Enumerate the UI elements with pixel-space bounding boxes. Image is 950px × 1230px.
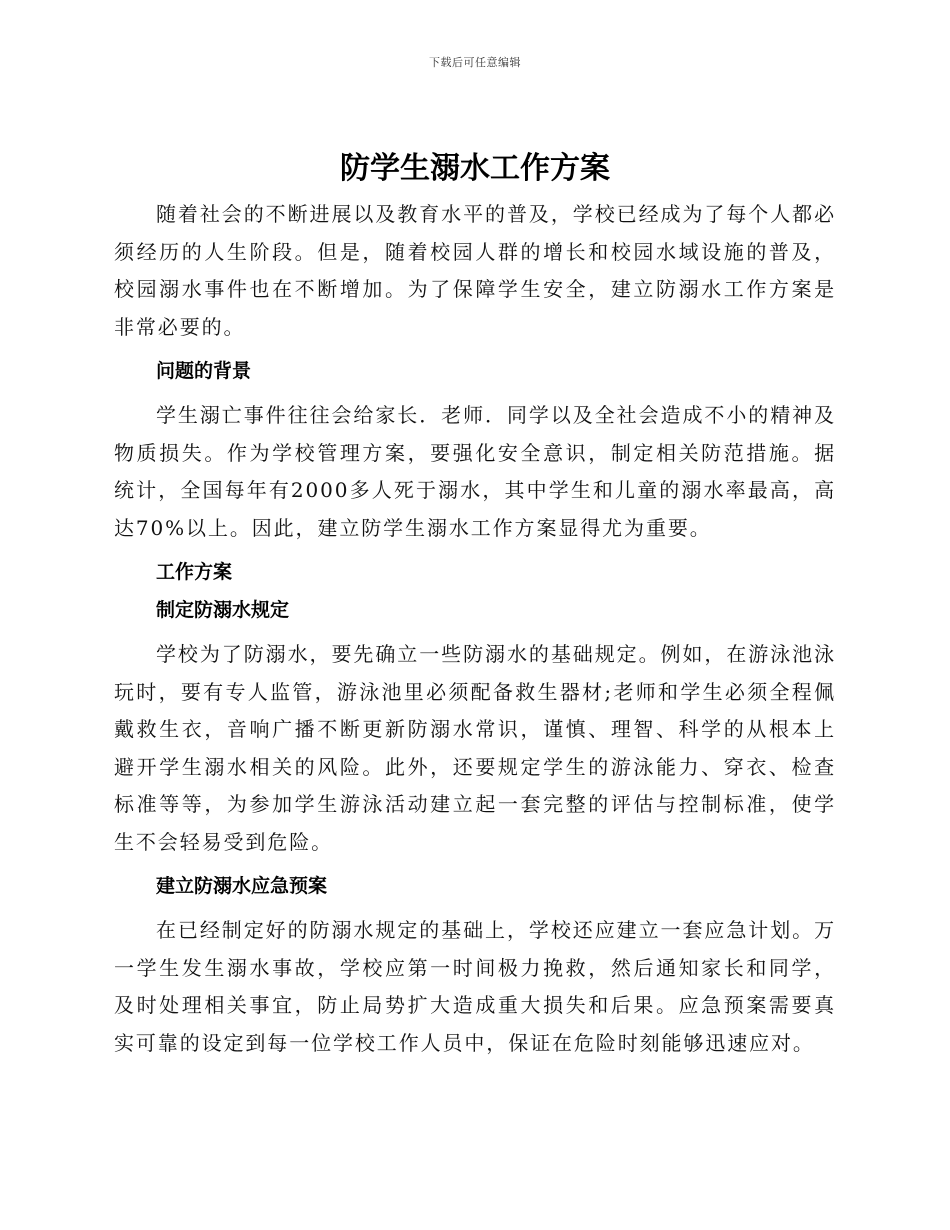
section-heading-emergency-plan: 建立防溺水应急预案	[156, 875, 328, 897]
section-paragraph-regulations: 学校为了防溺水，要先确立一些防溺水的基础规定。例如，在游泳池泳玩时，要有专人监管，游泳池里必须配备救生器材;老师和学生必须全程佩戴救生衣，音响广播不断更新防溺水常识，谨慎、理智、科学的从根本上避开学生溺水相关的风险。此外，还要规定学生的游泳能力、穿衣、检查标准等等，为参加学生游泳活动建立起一套完整的评估与控制标准，使学生不会轻易受到危险。	[114, 642, 836, 854]
section-heading-work-plan: 工作方案	[156, 561, 233, 583]
header-note: 下载后可任意编辑	[429, 56, 521, 69]
section-paragraph-background: 学生溺亡事件往往会给家长．老师．同学以及全社会造成不小的精神及物质损失。作为学校管理方案，要强化安全意识，制定相关防范措施。据统计，全国每年有2000多人死于溺水，其中学生和儿童的溺水率最高，高达70%以上。因此，建立防学生溺水工作方案显得尤为重要。	[114, 403, 836, 540]
section-paragraph-emergency-plan: 在已经制定好的防溺水规定的基础上，学校还应建立一套应急计划。万一学生发生溺水事故，学校应第一时间极力挽救，然后通知家长和同学，及时处理相关事宜，防止局势扩大造成重大损失和后果。应急预案需要真实可靠的设定到每一位学校工作人员中，保证在危险时刻能够迅速应对。	[114, 918, 836, 1055]
intro-paragraph: 随着社会的不断进展以及教育水平的普及，学校已经成为了每个人都必须经历的人生阶段。但是，随着校园人群的增长和校园水域设施的普及，校园溺水事件也在不断增加。为了保障学生安全，建立防溺水工作方案是非常必要的。	[114, 202, 836, 339]
section-heading-background: 问题的背景	[156, 360, 252, 382]
document-title: 防学生溺水工作方案	[340, 151, 610, 186]
section-heading-regulations: 制定防溺水规定	[156, 599, 290, 621]
document-body	[114, 146, 836, 1062]
